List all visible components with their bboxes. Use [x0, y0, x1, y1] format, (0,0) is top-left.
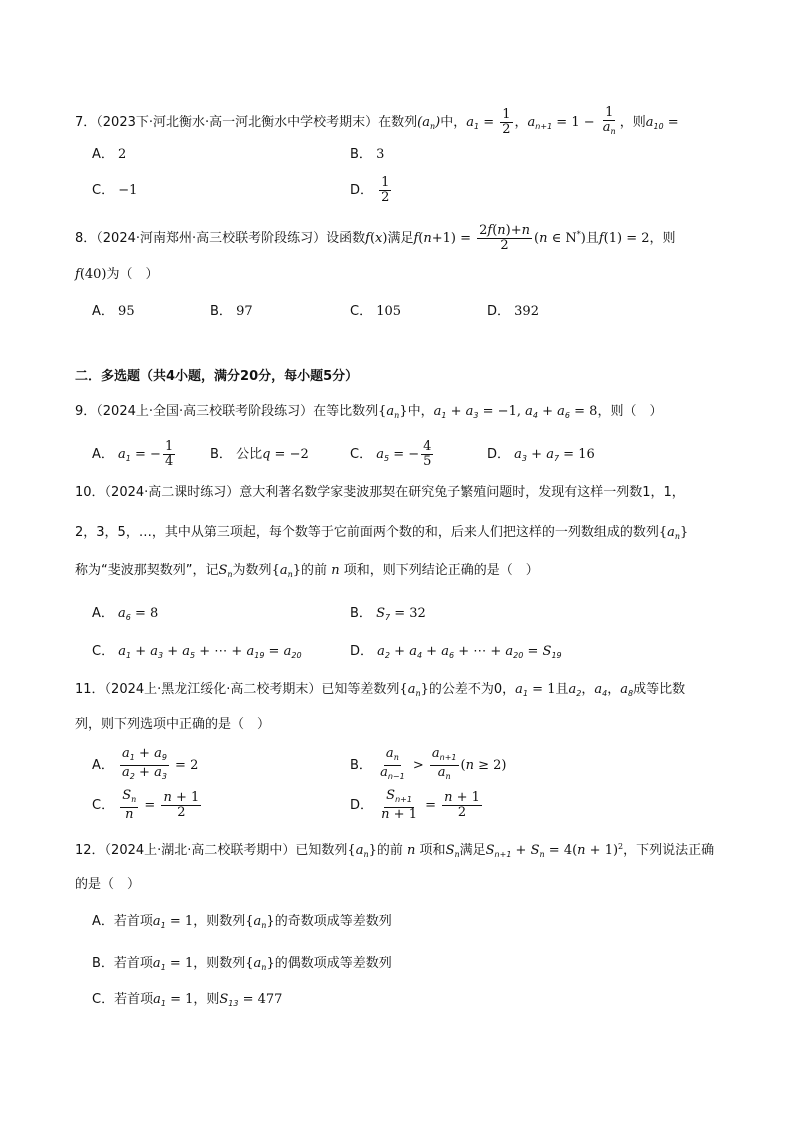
q11-option-a[interactable]: A． $\frac{a_1 + a_9}{a_2 + a_3}$ = 2: [92, 746, 199, 781]
q12-option-c[interactable]: C．若首项$a_1 = 1$，则$S_{13} = 477$: [92, 992, 283, 1008]
section-title-multi-choice: 二．多选题（共4小题，满分20分，每小题5分）: [75, 369, 359, 384]
q12-option-b[interactable]: B．若首项$a_1 = 1$，则数列$\{a_n\}$的偶数项成等差数列: [92, 956, 392, 972]
q9-stem: 9．（2024上·全国·高三校联考阶段练习）在等比数列$\{a_n\}$中，$a_1 + a_3 = -1$, $a_4 + a_6 = 8$，则（ ）: [75, 404, 663, 420]
q11-option-b[interactable]: B． $\frac{a_n}{a_{n-1}}$ > $\frac{a_{n+1}}{a_n}$ (n ≥ 2): [350, 746, 507, 781]
q8-option-d[interactable]: D． 392: [487, 304, 539, 319]
q7-option-d-frac: $\frac{1}{2}$: [381, 175, 390, 205]
q7-option-a[interactable]: A． 2: [92, 147, 127, 162]
q9-option-b[interactable]: B． 公比q = −2: [210, 447, 309, 462]
q7-stem: 7．（2023下·河北衡水·高一河北衡水中学校考期末）在数列$(a_n)$中，$a_1$ = $\frac{1}{2}$ ，$a_{n+1} = 1$ − $\frac{1}{a_n}$ ，则$a_{10}$ =: [75, 105, 679, 137]
q8-frac: $\frac{2f(n)+n}{2}$: [479, 223, 531, 253]
q7-option-c[interactable]: C． −1: [92, 183, 138, 198]
q7-prefix: 7．（2023下·河北衡水·高一河北衡水中学校考期末）在数列: [75, 115, 418, 130]
q12-stem-line2: 的是（ ）: [75, 877, 141, 892]
q10-option-a[interactable]: A． $a_6 = 8$: [92, 606, 159, 622]
q12-stem-line1: 12．（2024上·湖北·高二校联考期中）已知数列$\{a_n\}$的前 n 项和$S_n$满足$S_{n+1} + S_n = 4(n + 1)^2$，下列说法正确: [75, 842, 715, 859]
q10-option-b[interactable]: B． $S_7 = 32$: [350, 606, 426, 622]
q8-stem: 8．（2024·河南郑州·高三校联考阶段练习）设函数f(x)满足f(n+1) = $\frac{2f(n)+n}{2}$ (n ∈ N*)且f(1) = 2，则: [75, 223, 676, 253]
q10-stem-line3: 称为“斐波那契数列”，记$S_n$为数列$\{a_n\}$的前 n 项和，则下列结论正确的是（ ）: [75, 563, 539, 579]
q10-stem-line2: 2，3，5，…，其中从第三项起，每个数等于它前面两个数的和，后来人们把这样的一列数组成的数列$\{a_n\}$: [75, 525, 689, 541]
q8-option-a[interactable]: A． 95: [92, 304, 135, 319]
q11-option-c[interactable]: C． $\frac{S_n}{n}$ = $\frac{n + 1}{2}$: [92, 788, 200, 822]
q7-seq: $(a_n)$: [417, 115, 441, 131]
q11-option-d[interactable]: D． $\frac{S_{n+1}}{n + 1}$ = $\frac{n + 1}{2}$: [350, 788, 480, 822]
q10-stem-line1: 10．（2024·高二课时练习）意大利著名数学家斐波那契在研究兔子繁殖问题时，发现有这样一列数1，1，: [75, 485, 685, 500]
q8-option-c[interactable]: C． 105: [350, 304, 402, 319]
q9-option-d[interactable]: D． $a_3 + a_7 = 16$: [487, 447, 595, 463]
q10-option-c[interactable]: C． $a_1 + a_3 + a_5$ + ⋯ + $a_{19} = a_{20}$: [92, 644, 302, 660]
q11-stem-line2: 列，则下列选项中正确的是（ ）: [75, 717, 271, 732]
q8-option-b[interactable]: B． 97: [210, 304, 253, 319]
q8-stem-line2: f(40)为（ ）: [75, 267, 159, 282]
q10-option-d[interactable]: D． $a_2 + a_4 + a_6$ + ⋯ + $a_{20} = S_{19}$: [350, 644, 562, 660]
q12-option-a[interactable]: A．若首项$a_1 = 1$，则数列$\{a_n\}$的奇数项成等差数列: [92, 914, 392, 930]
q11-stem-line1: 11．（2024上·黑龙江绥化·高二校考期末）已知等差数列$\{a_n\}$的公差不为0，$a_1 = 1$且$a_2$，$a_4$，$a_8$成等比数: [75, 682, 686, 698]
q7-option-b[interactable]: B． 3: [350, 147, 385, 162]
q9-option-a[interactable]: A． $a_1$ = − $\frac{1}{4}$: [92, 439, 174, 469]
q7-frac-half: $\frac{1}{2}$: [502, 107, 511, 137]
q7-option-d[interactable]: D． $\frac{1}{2}$: [350, 175, 390, 205]
q7-frac-recip: $\frac{1}{a_n}$: [602, 105, 616, 136]
q9-option-c[interactable]: C． $a_5$ = − $\frac{4}{5}$: [350, 439, 432, 469]
